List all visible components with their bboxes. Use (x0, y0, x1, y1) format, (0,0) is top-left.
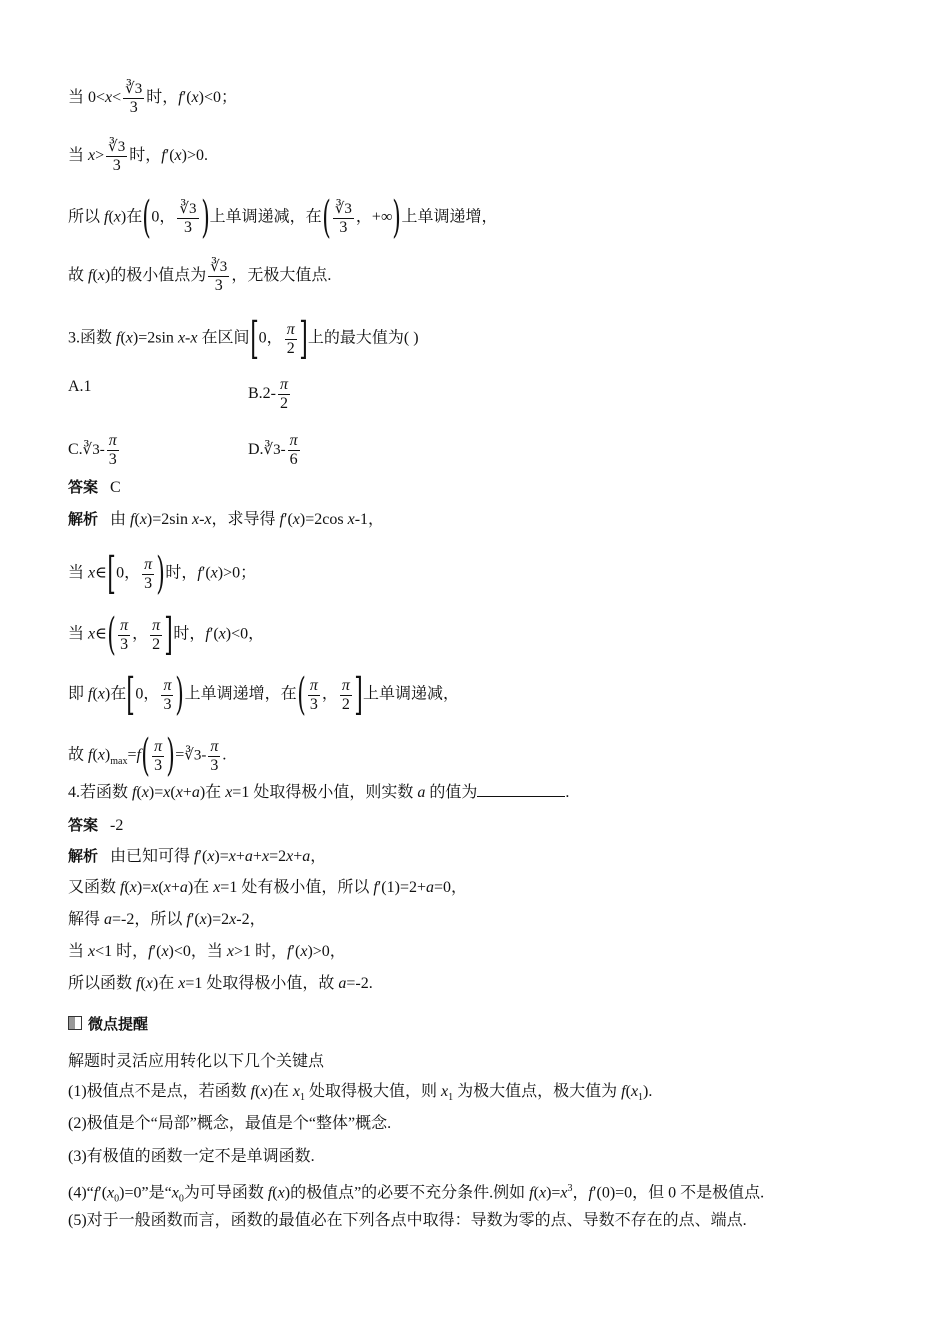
line-3: 所以 f(x)在(0， $\frac{∛3}{3}$ )上单调递减，在( $\frac{∛3}{3}$ ，+∞)上单调递增， (68, 192, 498, 243)
explanation-4-line-5: 所以函数 f(x)在 x=1 处取得极小值，故 a=-2. (68, 975, 373, 992)
fraction: $\frac{∛3}{3}$ (210, 259, 228, 294)
right-paren: ) (175, 669, 185, 720)
fraction: $\frac{∛3}{3}$ (334, 200, 352, 236)
tip-2: (2)极值是个“局部”概念，最值是个“整体”概念. (68, 1115, 392, 1132)
left-paren: ( (296, 669, 306, 720)
right-paren: ) (392, 192, 402, 243)
tip-1: (1)极值点不是点，若函数 f(x)在 $x_1$ 处取得极大值，则 $x_1$ 为极大值点，极大值为 $f(x_1)$. (68, 1083, 653, 1104)
explanation-4-line-2: 又函数 f(x)=x(x+a)在 x=1 处有极小值，所以 f′(1)=2+a=0， (68, 879, 468, 896)
tip-4: $(4)“f'(x_0)=0$”是“$x_0$为可导函数 f(x)的极值点”的必要不充分条件.例如 $f(x)=x^3$，f′(0)=0，但 0 不是极值点. (68, 1183, 765, 1205)
fraction: $\frac{\pi}{3}$ (210, 737, 219, 774)
explanation-3-line-2: 当 x∈[0， $\frac{\pi}{3}$ )时，f′(x)>0； (68, 548, 257, 599)
explanation-4-line-4: 当 x<1 时，f′(x)<0，当 x>1 时，f′(x)>0， (68, 943, 346, 960)
left-paren: ( (107, 609, 116, 660)
explanation-3-line-4: 即 f(x)在[0， $\frac{\pi}{3}$ )上单调递增，在( $\frac{\pi}{3}$ ， $\frac{\pi}{2}$ ]上单调递减， (68, 669, 460, 720)
left-paren: ( (142, 192, 152, 243)
tip-5: (5)对于一般函数而言，函数的最值必在下列各点中取得：导数为零的点、导数不存在的点、端点. (68, 1212, 747, 1229)
fraction: $\frac{\pi}{6}$ (289, 432, 298, 468)
fraction: $\frac{∛3}{3}$ (108, 139, 126, 174)
line-4: 故 f(x)的极小值点为 $\frac{∛3}{3}$ ，无极大值点. (68, 259, 332, 294)
left-paren: ( (321, 192, 331, 243)
option-a: A.1 (68, 378, 92, 395)
answer-4: 答案 -2 (68, 816, 124, 834)
tip-3: (3)有极值的函数一定不是单调函数. (68, 1148, 315, 1165)
explanation-4-line-1: 解析 由已知可得 f′(x)=x+a+x=2x+a， (68, 847, 327, 865)
right-paren: ) (166, 730, 176, 781)
tip-box-icon (68, 1016, 82, 1030)
question-3: 3.函数 f(x)=2sin x-x 在区间[0， $\frac{\pi}{2}$ ]上的最大值为( ) (68, 313, 419, 364)
fraction: $\frac{\pi}{2}$ (280, 376, 289, 412)
right-bracket: ] (298, 313, 308, 364)
fraction: $\frac{∛3}{3}$ (179, 200, 197, 236)
explanation-3-line-1: 解析 由 f(x)=2sin x-x，求导得 f′(x)=2cos x-1， (68, 510, 385, 528)
left-bracket: [ (249, 313, 259, 364)
explanation-3-line-5: 故 $f(x)_{max}=f$( $\frac{\pi}{3}$ )=∛3- $\frac{\pi}{3}$ . (68, 730, 227, 781)
tip-heading: 微点提醒 (68, 1013, 148, 1036)
fraction: $\frac{\pi}{3}$ (163, 676, 172, 713)
right-paren: ) (156, 548, 166, 599)
fraction: $\frac{\pi}{3}$ (120, 616, 129, 653)
fraction: $\frac{\pi}{2}$ (152, 616, 161, 653)
fraction: $\frac{\pi}{3}$ (108, 432, 117, 468)
fraction: $\frac{∛3}{3}$ (125, 81, 143, 116)
right-paren: ) (200, 192, 210, 243)
left-bracket: [ (107, 548, 116, 599)
tip-intro: 解题时灵活应用转化以下几个关键点 (68, 1053, 325, 1070)
option-c: C.∛3- $\frac{\pi}{3}$ (68, 432, 117, 468)
fraction: $\frac{\pi}{3}$ (144, 555, 153, 592)
option-d: D.∛3- $\frac{\pi}{6}$ (248, 432, 298, 468)
answer-3: 答案 C (68, 478, 121, 496)
question-4: 4.若函数 f(x)=x(x+a)在 x=1 处取得极小值，则实数 a 的值为 . (68, 784, 570, 801)
left-bracket: [ (126, 669, 136, 720)
explanation-3-line-3: 当 x∈( $\frac{\pi}{3}$ ， $\frac{\pi}{2}$ ]时，f′(x)<0， (68, 609, 265, 660)
explanation-4-line-3: 解得 a=-2，所以 f′(x)=2x-2， (68, 911, 266, 928)
line-2: 当 x> $\frac{∛3}{3}$ 时，f′(x)>0. (68, 139, 208, 174)
line-1: 当 0<x< $\frac{∛3}{3}$ 时，f′(x)<0； (68, 81, 237, 116)
fraction: $\frac{\pi}{2}$ (341, 676, 350, 713)
option-b: B.2- $\frac{\pi}{2}$ (248, 376, 289, 412)
fraction: $\frac{\pi}{3}$ (154, 737, 163, 774)
right-bracket: ] (354, 669, 363, 720)
fraction: $\frac{\pi}{3}$ (309, 676, 318, 713)
fraction: $\frac{\pi}{2}$ (286, 320, 295, 357)
answer-blank (477, 782, 565, 797)
left-paren: ( (141, 730, 150, 781)
right-bracket: ] (164, 609, 174, 660)
